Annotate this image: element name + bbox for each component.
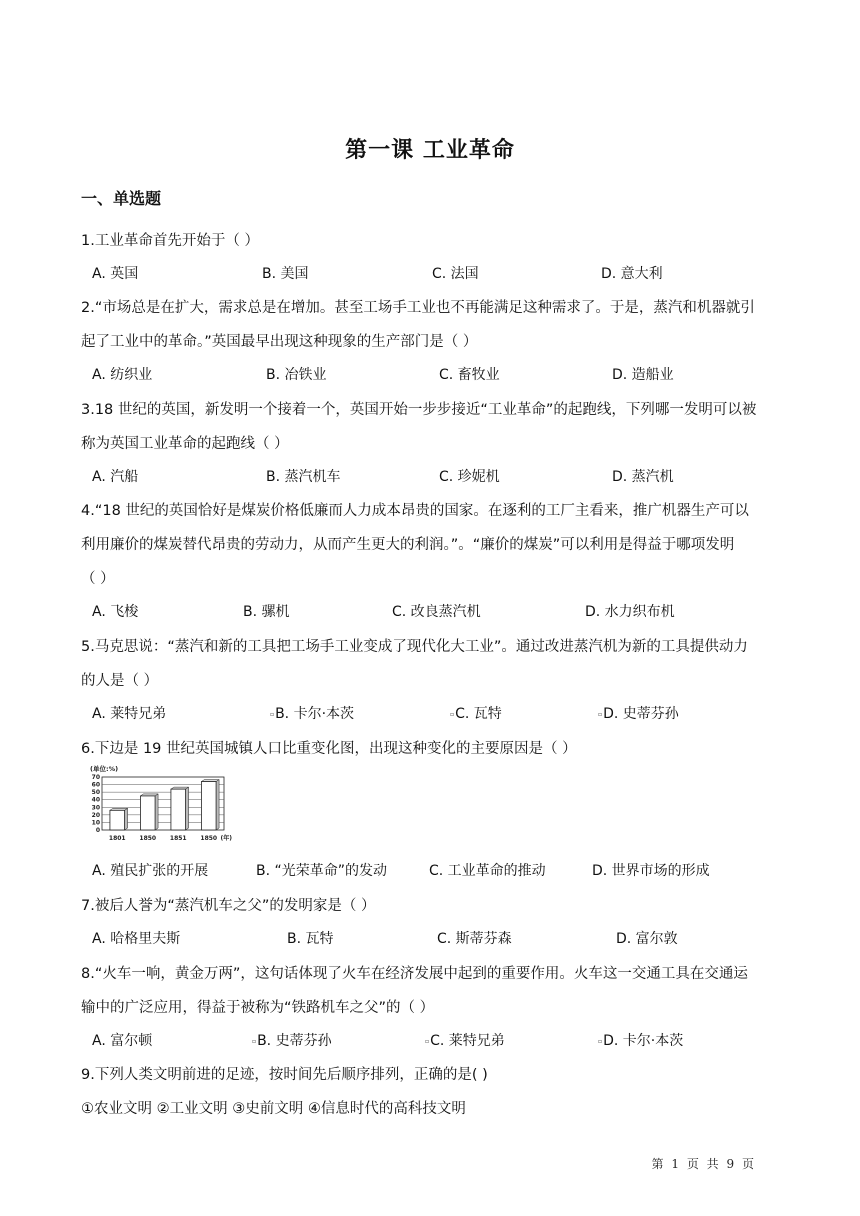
q5-option-c [450, 703, 502, 723]
q3-option-b: B. 蒸汽机车 [266, 469, 341, 485]
chart-y-tick-label: 10 [91, 819, 100, 827]
question-7-text: 7.被后人誉为“蒸汽机车之父”的发明家是（ ） [81, 898, 376, 914]
q1-option-a: A. 英国 [92, 266, 139, 282]
question-4-line-1: 4.“18 世纪的英国恰好是煤炭价格低廉而人力成本昂贵的国家。在逐利的工厂主看来，推广机器生产可以 [81, 503, 749, 519]
q5-option-c-label: C. 瓦特 [455, 706, 502, 722]
chart-x-tick-label: 1801 [108, 835, 126, 842]
footer-text: 页 [741, 1157, 754, 1171]
question-3-line-2: 称为英国工业革命的起跑线（ ） [81, 436, 289, 452]
question-6-text: 6.下边是 19 世纪英国城镇人口比重变化图，出现这种变化的主要原因是（ ） [81, 741, 577, 757]
q2-option-d: D. 造船业 [612, 367, 674, 383]
footer-text: 页 [686, 1157, 699, 1171]
chart-bar-side [155, 794, 158, 830]
q7-option-b: B. 瓦特 [287, 931, 334, 947]
q8-option-b [252, 1030, 332, 1050]
chart-unit-label: (单位:%) [90, 765, 119, 773]
footer-text: 共 [706, 1157, 719, 1171]
question-9-items: ①农业文明 ②工业文明 ③史前文明 ④信息时代的高科技文明 [81, 1101, 466, 1117]
question-1-text: 1.工业革命首先开始于（ ） [81, 233, 259, 249]
chart-bar [201, 782, 216, 830]
chart-y-tick-label: 50 [91, 789, 100, 797]
q4-option-c: C. 改良蒸汽机 [392, 604, 481, 620]
q1-option-c: C. 法国 [432, 266, 479, 282]
q6-option-d: D. 世界市场的形成 [592, 863, 710, 879]
small-box-icon: ▫ [425, 1037, 430, 1045]
q5-option-b [270, 703, 354, 723]
total-page-number: 9 [726, 1157, 735, 1171]
chart-y-tick-label: 20 [91, 811, 100, 819]
page-title: 第一课 工业革命 [345, 138, 515, 163]
chart-x-tick-label: 1850 [200, 835, 218, 842]
small-box-icon: ▫ [252, 1037, 257, 1045]
chart-y-tick-label: 40 [91, 796, 100, 804]
q8-option-c-label: C. 莱特兄弟 [430, 1033, 505, 1049]
small-box-icon: ▫ [598, 710, 603, 718]
question-9-text: 9.下列人类文明前进的足迹，按时间先后顺序排列，正确的是( ) [81, 1067, 488, 1083]
q6-option-a: A. 殖民扩张的开展 [92, 863, 209, 879]
q2-option-c: C. 畜牧业 [439, 367, 500, 383]
question-2-line-1: 2.“市场总是在扩大，需求总是在增加。甚至工场手工业也不再能满足这种需求了。于是，蒸汽和机器就引 [81, 300, 755, 316]
chart-x-axis-suffix: (年) [220, 835, 232, 842]
q4-option-d: D. 水力织布机 [585, 604, 675, 620]
chart-bar-side [216, 780, 219, 830]
q1-option-b: B. 美国 [262, 266, 309, 282]
chart-y-tick-label: 70 [91, 774, 100, 781]
urban-population-chart [84, 764, 234, 846]
chart-y-tick-label: 30 [91, 804, 100, 812]
small-box-icon: ▫ [450, 710, 455, 718]
q7-option-a: A. 哈格里夫斯 [92, 931, 181, 947]
q6-option-b: B. “光荣革命”的发动 [256, 863, 388, 879]
q5-option-a: A. 莱特兄弟 [92, 706, 167, 722]
question-3-line-1: 3.18 世纪的英国，新发明一个接着一个，英国开始一步步接近“工业革命”的起跑线，下列哪一发明可以被 [81, 402, 757, 418]
q8-option-a: A. 富尔顿 [92, 1033, 153, 1049]
q7-option-c: C. 斯蒂芬森 [437, 931, 512, 947]
question-8-line-2: 输中的广泛应用，得益于被称为“铁路机车之父”的（ ） [81, 1000, 435, 1016]
q7-option-d: D. 富尔敦 [616, 931, 678, 947]
q8-option-b-label: B. 史蒂芬孙 [257, 1033, 332, 1049]
chart-x-tick-label: 1850 [139, 835, 157, 842]
question-4-line-2: 利用廉价的煤炭替代昂贵的劳动力，从而产生更大的利润。”。“廉价的煤炭”可以利用是得益于哪项发明 [81, 537, 735, 553]
q8-option-d-label: D. 卡尔·本茨 [603, 1033, 684, 1049]
q2-option-a: A. 纺织业 [92, 367, 153, 383]
q5-option-b-label: B. 卡尔·本茨 [275, 706, 355, 722]
q5-option-d [598, 703, 679, 723]
footer-text: 第 [651, 1157, 664, 1171]
chart-bar [171, 789, 186, 830]
chart-bar [110, 810, 125, 830]
question-8-line-1: 8.“火车一响，黄金万两”，这句话体现了火车在经济发展中起到的重要作用。火车这一交通工具在交通运 [81, 966, 748, 982]
q4-option-a: A. 飞梭 [92, 604, 139, 620]
q4-option-b: B. 骡机 [243, 604, 290, 620]
q8-option-d [598, 1030, 683, 1050]
q3-option-d: D. 蒸汽机 [612, 469, 674, 485]
q3-option-c: C. 珍妮机 [439, 469, 500, 485]
q5-option-d-label: D. 史蒂芬孙 [603, 706, 679, 722]
chart-y-tick-label: 60 [91, 781, 100, 789]
question-2-line-2: 起了工业中的革命。”英国最早出现这种现象的生产部门是（ ） [81, 334, 478, 350]
chart-bar-side [125, 808, 128, 830]
current-page-number: 1 [671, 1157, 679, 1171]
q2-option-b: B. 冶铁业 [266, 367, 327, 383]
question-4-line-3: （ ） [81, 571, 115, 587]
section-heading: 一、单选题 [81, 189, 162, 208]
q1-option-d: D. 意大利 [601, 266, 663, 282]
small-box-icon: ▫ [598, 1037, 603, 1045]
q8-option-c [425, 1030, 505, 1050]
chart-x-tick-label: 1851 [169, 835, 187, 842]
chart-y-tick-label: 0 [95, 827, 100, 834]
question-5-line-2: 的人是（ ） [81, 673, 159, 689]
page-footer [650, 1155, 756, 1172]
q6-option-c: C. 工业革命的推动 [429, 863, 546, 879]
question-5-line-1: 5.马克思说：“蒸汽和新的工具把工场手工业变成了现代化大工业”。通过改进蒸汽机为新的工具提供动力 [81, 639, 748, 655]
small-box-icon: ▫ [270, 710, 275, 718]
q3-option-a: A. 汽船 [92, 469, 139, 485]
chart-bar-side [186, 787, 189, 830]
chart-bar [140, 796, 155, 830]
